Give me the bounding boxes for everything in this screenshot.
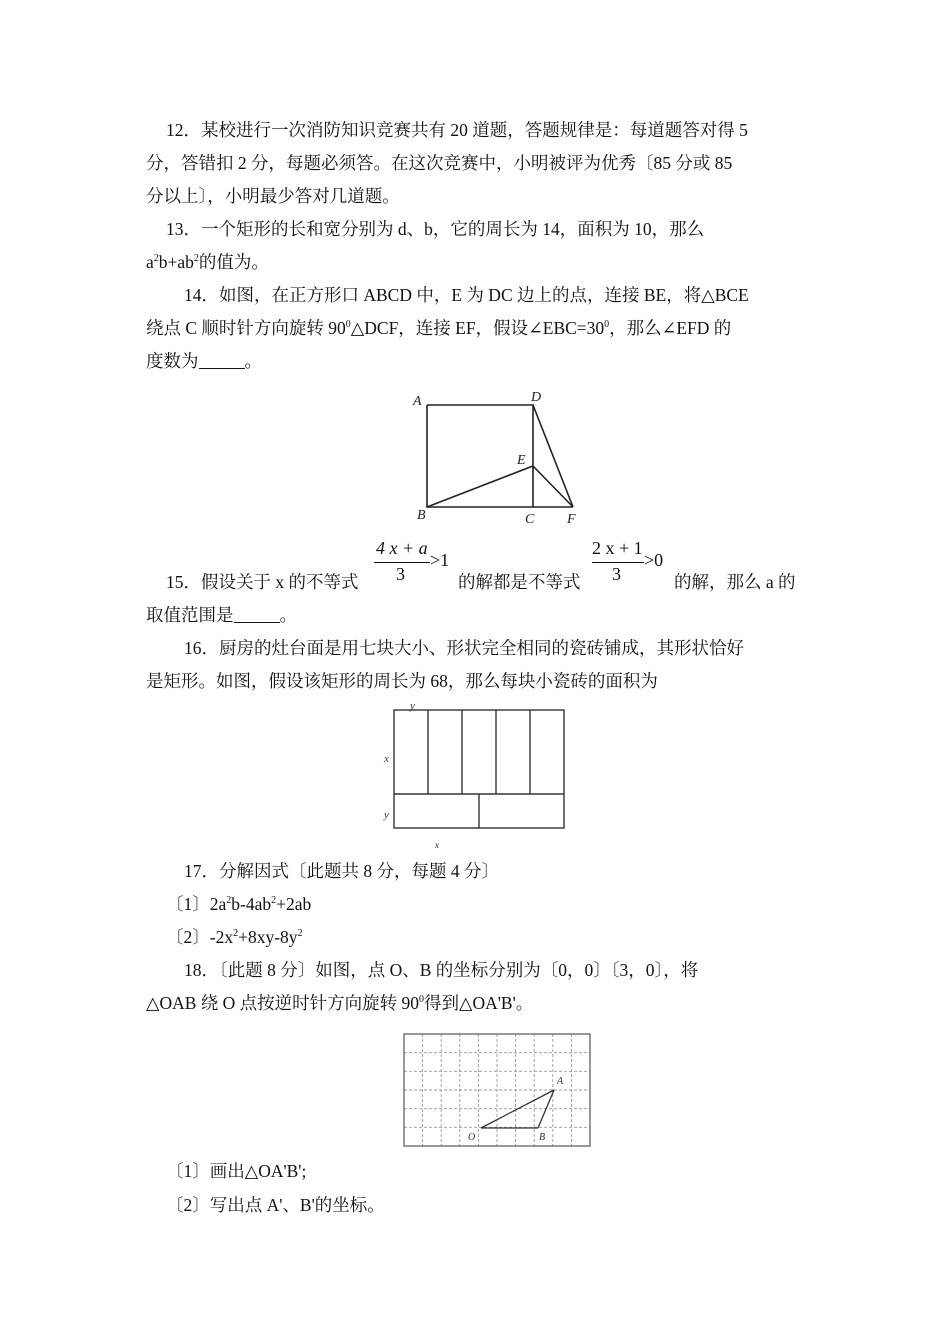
- q18-sub-2: 〔2〕写出点 A'、B'的坐标。: [166, 1195, 385, 1215]
- answer-blank: [199, 352, 245, 369]
- fraction-2-numerator: 2 x + 1: [592, 538, 643, 558]
- fraction-2-relation: >0: [644, 550, 664, 570]
- fraction-2-denominator: 3: [612, 564, 621, 584]
- q13-expression: $a^2b+ab^2$的值为。: [146, 252, 269, 272]
- q13-line-1: 13．一个矩形的长和宽分别为 d、b，它的周长为 14，面积为 10，那么: [166, 219, 705, 239]
- q15-lead: 15．假设关于 x 的不等式: [166, 572, 359, 592]
- q17-part-2: 〔2〕$-2x^2+8xy-8y^2$: [166, 927, 303, 947]
- q16-line-1: 16．厨房的灶台面是用七块大小、形状完全相同的瓷砖铺成，其形状恰好: [184, 638, 744, 658]
- q17-title: 17．分解因式〔此题共 8 分，每题 4 分〕: [184, 861, 499, 881]
- q12-line-1: 12．某校进行一次消防知识竞赛共有 20 道题，答题规律是：每道题答对得 5: [166, 120, 748, 140]
- q15-line-2: 取值范围是 。: [146, 605, 297, 625]
- label-o: O: [468, 1132, 476, 1143]
- segment-df: [533, 405, 573, 507]
- fraction-2-bar: [592, 562, 644, 563]
- q15-tail: 的解，那么 a 的: [674, 572, 796, 592]
- segment-ef: [533, 466, 573, 507]
- label-a: A: [557, 1076, 564, 1087]
- label-d: D: [531, 390, 542, 405]
- label-x-left: x: [384, 753, 389, 765]
- fraction-1-bar: [374, 562, 430, 563]
- label-c: C: [525, 512, 535, 527]
- q18-sub-1: 〔1〕画出△OA'B';: [166, 1161, 307, 1181]
- q17-part-1: 〔1〕$2a^2b-4ab^2+2ab$: [166, 894, 312, 914]
- q14-figure: [405, 385, 595, 530]
- label-y-top: y: [410, 700, 415, 712]
- label-f: F: [567, 512, 576, 527]
- label-b: B: [417, 508, 426, 523]
- fraction-1-numerator: 4 x + a: [376, 538, 428, 558]
- q18-line-1: 18．〔此题 8 分〕如图，点 O、B 的坐标分别为〔0，0〕〔3，0〕，将: [184, 960, 699, 980]
- answer-blank: [234, 606, 280, 623]
- q15-middle: 的解都是不等式: [458, 572, 581, 592]
- label-y-left: y: [384, 809, 389, 821]
- q16-figure: [380, 700, 580, 850]
- q18-grid-figure: [402, 1032, 592, 1148]
- label-x-bottom: x: [435, 840, 439, 850]
- q15-fraction-1: [374, 538, 454, 588]
- fraction-1-denominator: 3: [396, 564, 405, 584]
- q18-line-2: △OAB 绕 O 点按逆时针方向旋转 $90^0$得到△OA'B'。: [146, 993, 534, 1013]
- label-e: E: [517, 453, 526, 468]
- q14-line-2: 绕点 C 顺时针方向旋转 $90^0\triangle DCF$，连接 EF，假设$\angle EBC=30^0$，那么∠EFD 的: [146, 318, 732, 338]
- q12-line-2: 分，答错扣 2 分，每题必须答。在这次竞赛中，小明被评为优秀〔85 分或 85: [146, 153, 733, 173]
- label-b: B: [539, 1132, 546, 1143]
- q14-line-1: 14．如图，在正方形口 ABCD 中，E 为 DC 边上的点，连接 BE，将△BCE: [184, 285, 749, 305]
- q15-fraction-2: [592, 538, 674, 588]
- segment-be: [427, 466, 533, 507]
- fraction-1-relation: >1: [430, 550, 450, 570]
- q14-line-3: 度数为 。: [146, 351, 262, 371]
- q12-line-3: 分以上〕，小明最少答对几道题。: [146, 186, 400, 206]
- label-a: A: [413, 394, 422, 409]
- q16-line-2: 是矩形。如图，假设该矩形的周长为 68，那么每块小瓷砖的面积为: [146, 671, 658, 691]
